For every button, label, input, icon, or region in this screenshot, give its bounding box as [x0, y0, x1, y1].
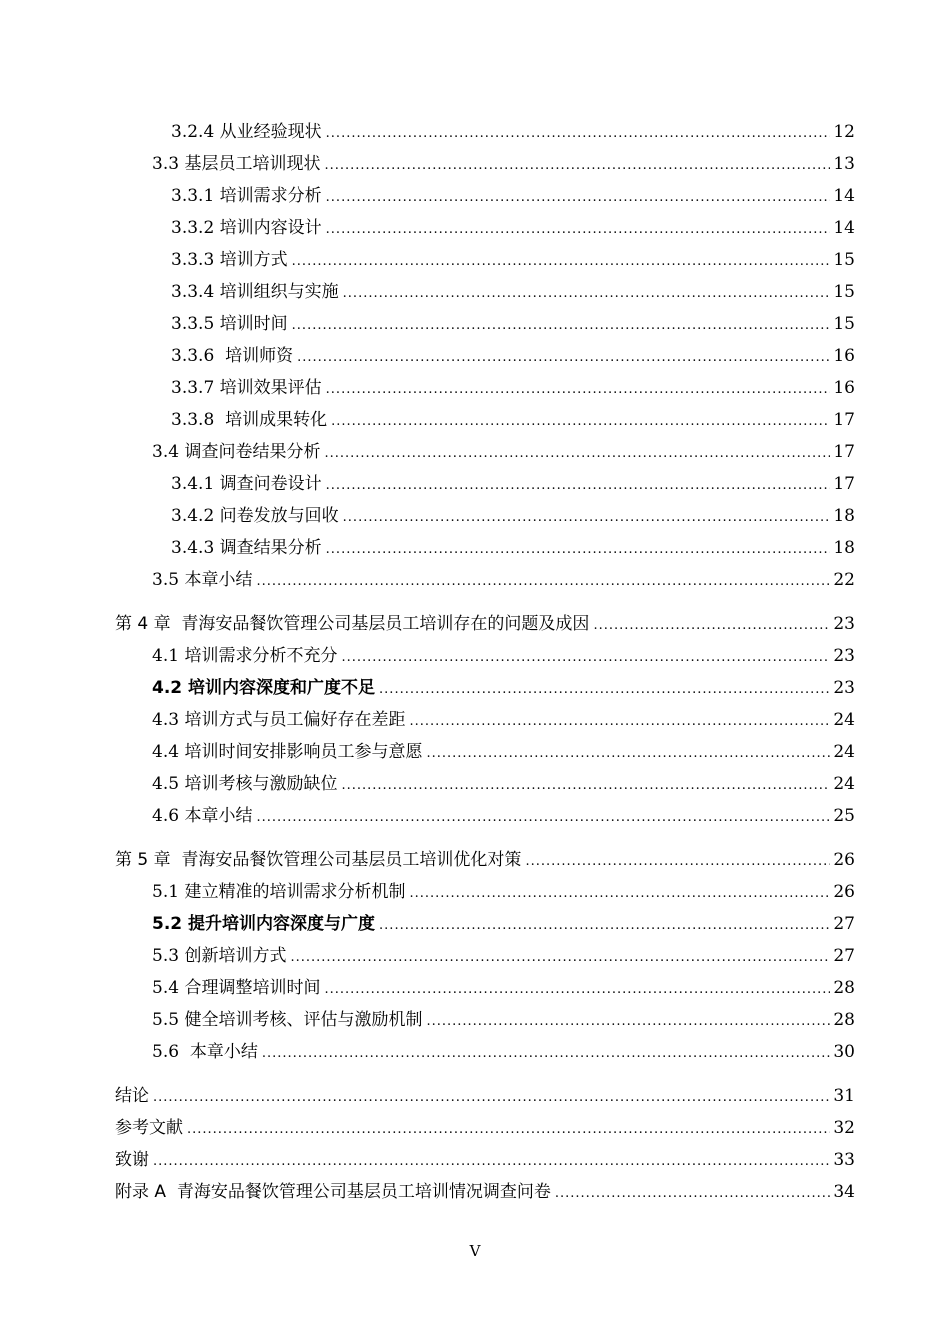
toc-entry[interactable] — [115, 846, 855, 874]
toc-entry[interactable] — [171, 470, 855, 498]
toc-leader-dots — [525, 848, 830, 876]
toc-entry[interactable] — [171, 406, 855, 434]
toc-entry-title: 附录 A 青海安品餐饮管理公司基层员工培训情况调查问卷 — [115, 1182, 551, 1202]
toc-entry[interactable] — [152, 878, 855, 906]
toc-entry-title: 3.3 基层员工培训现状 — [152, 154, 321, 174]
toc-entry[interactable] — [115, 1178, 855, 1206]
toc-entry[interactable] — [152, 642, 855, 670]
toc-leader-dots — [262, 1040, 831, 1068]
toc-entry-title: 3.2.4 从业经验现状 — [171, 122, 322, 142]
toc-leader-dots — [555, 1180, 831, 1208]
toc-leader-dots — [292, 248, 831, 276]
toc-entry-page-number: 27 — [833, 946, 855, 966]
toc-entry-page-number: 23 — [833, 646, 855, 666]
toc-entry-page-number: 33 — [833, 1150, 855, 1170]
toc-leader-dots — [290, 944, 830, 972]
toc-leader-dots — [326, 184, 831, 212]
toc-entry-page-number: 28 — [833, 978, 855, 998]
toc-entry-title: 4.6 本章小结 — [152, 806, 253, 826]
toc-entry-page-number: 23 — [833, 614, 855, 634]
toc-entry[interactable] — [152, 738, 855, 766]
toc-entry[interactable] — [152, 1006, 855, 1034]
toc-entry-page-number: 23 — [833, 678, 855, 698]
toc-entry-title: 5.1 建立精准的培训需求分析机制 — [152, 882, 406, 902]
toc-entry-page-number: 13 — [833, 154, 855, 174]
toc-entry[interactable] — [152, 1038, 855, 1066]
toc-entry-page-number: 15 — [833, 250, 855, 270]
toc-entry-page-number: 31 — [833, 1086, 855, 1106]
toc-entry-page-number: 14 — [833, 186, 855, 206]
toc-entry-page-number: 18 — [833, 538, 855, 558]
toc-entry-page-number: 16 — [833, 378, 855, 398]
toc-entry-title: 3.3.6 培训师资 — [171, 346, 294, 366]
toc-entry-title: 4.2 培训内容深度和广度不足 — [152, 678, 376, 698]
toc-entry[interactable] — [171, 534, 855, 562]
toc-entry-page-number: 34 — [833, 1182, 855, 1202]
toc-leader-dots — [324, 976, 830, 1004]
toc-entry[interactable] — [171, 118, 855, 146]
toc-entry-page-number: 17 — [833, 410, 855, 430]
toc-entry-page-number: 17 — [833, 474, 855, 494]
toc-entry-page-number: 14 — [833, 218, 855, 238]
toc-entry[interactable] — [171, 374, 855, 402]
toc-entry[interactable] — [171, 278, 855, 306]
toc-entry-page-number: 26 — [833, 882, 855, 902]
toc-leader-dots — [153, 1084, 830, 1112]
toc-entry[interactable] — [115, 610, 855, 638]
toc-leader-dots — [324, 152, 830, 180]
toc-entry-title: 结论 — [115, 1086, 149, 1106]
toc-leader-dots — [326, 472, 831, 500]
toc-entry-title: 3.3.3 培训方式 — [171, 250, 288, 270]
toc-leader-dots — [292, 312, 831, 340]
toc-entry[interactable] — [171, 246, 855, 274]
toc-leader-dots — [341, 644, 830, 672]
toc-entry-title: 3.4.2 问卷发放与回收 — [171, 506, 339, 526]
toc-entry-title: 3.3.1 培训需求分析 — [171, 186, 322, 206]
toc-entry-page-number: 18 — [833, 506, 855, 526]
toc-entry[interactable] — [152, 910, 855, 938]
toc-entry-page-number: 27 — [833, 914, 855, 934]
toc-entry-title: 3.3.2 培训内容设计 — [171, 218, 322, 238]
toc-leader-dots — [153, 1148, 830, 1176]
toc-entry[interactable] — [152, 566, 855, 594]
toc-entry-title: 3.3.7 培训效果评估 — [171, 378, 322, 398]
toc-entry-page-number: 15 — [833, 314, 855, 334]
toc-entry[interactable] — [171, 310, 855, 338]
toc-entry-page-number: 24 — [833, 742, 855, 762]
toc-entry-title: 3.3.8 培训成果转化 — [171, 410, 328, 430]
toc-entry-title: 3.5 本章小结 — [152, 570, 253, 590]
toc-entry-title: 3.3.5 培训时间 — [171, 314, 288, 334]
toc-leader-dots — [326, 376, 831, 404]
toc-entry-title: 第 4 章 青海安品餐饮管理公司基层员工培训存在的问题及成因 — [115, 614, 590, 634]
page-number: V — [469, 1242, 481, 1260]
toc-entry-page-number: 17 — [833, 442, 855, 462]
toc-entry-page-number: 32 — [833, 1118, 855, 1138]
toc-leader-dots — [409, 708, 830, 736]
toc-entry[interactable] — [152, 706, 855, 734]
toc-entry[interactable] — [152, 150, 855, 178]
toc-entry-page-number: 12 — [833, 122, 855, 142]
toc-entry-title: 3.4.1 调查问卷设计 — [171, 474, 322, 494]
toc-entry-page-number: 15 — [833, 282, 855, 302]
toc-entry-title: 5.5 健全培训考核、评估与激励机制 — [152, 1010, 423, 1030]
toc-entry-page-number: 26 — [833, 850, 855, 870]
toc-leader-dots — [426, 1008, 830, 1036]
toc-entry-page-number: 22 — [833, 570, 855, 590]
toc-entry[interactable] — [115, 1082, 855, 1110]
toc-leader-dots — [331, 408, 830, 436]
toc-entry-title: 3.4.3 调查结果分析 — [171, 538, 322, 558]
toc-leader-dots — [379, 912, 830, 940]
toc-entry[interactable] — [152, 802, 855, 830]
toc-entry-page-number: 30 — [833, 1042, 855, 1062]
toc-entry-page-number: 16 — [833, 346, 855, 366]
toc-entry[interactable] — [152, 974, 855, 1002]
toc-entry[interactable] — [115, 1114, 855, 1142]
toc-leader-dots — [326, 536, 831, 564]
toc-entry[interactable] — [171, 342, 855, 370]
toc-entry-page-number: 24 — [833, 710, 855, 730]
toc-entry-title: 4.5 培训考核与激励缺位 — [152, 774, 338, 794]
toc-entry-title: 5.6 本章小结 — [152, 1042, 258, 1062]
toc-entry-title: 3.4 调查问卷结果分析 — [152, 442, 321, 462]
toc-entry-title: 4.4 培训时间安排影响员工参与意愿 — [152, 742, 423, 762]
toc-leader-dots — [187, 1116, 830, 1144]
toc-leader-dots — [426, 740, 830, 768]
toc-leader-dots — [256, 804, 830, 832]
toc-entry[interactable] — [152, 674, 855, 702]
toc-entry-title: 5.2 提升培训内容深度与广度 — [152, 914, 376, 934]
toc-entry-title: 3.3.4 培训组织与实施 — [171, 282, 339, 302]
toc-entry-title: 参考文献 — [115, 1118, 183, 1138]
toc-entry-title: 第 5 章 青海安品餐饮管理公司基层员工培训优化对策 — [115, 850, 522, 870]
toc-entry[interactable] — [152, 770, 855, 798]
toc-entry-title: 5.3 创新培训方式 — [152, 946, 287, 966]
toc-entry[interactable] — [171, 214, 855, 242]
toc-entry-page-number: 28 — [833, 1010, 855, 1030]
toc-leader-dots — [409, 880, 830, 908]
toc-entry[interactable] — [171, 182, 855, 210]
toc-leader-dots — [379, 676, 830, 704]
toc-entry-title: 4.3 培训方式与员工偏好存在差距 — [152, 710, 406, 730]
toc-leader-dots — [326, 216, 831, 244]
toc-leader-dots — [256, 568, 830, 596]
toc-leader-dots — [297, 344, 830, 372]
toc-entry-title: 5.4 合理调整培训时间 — [152, 978, 321, 998]
toc-entry-page-number: 25 — [833, 806, 855, 826]
toc-leader-dots — [324, 440, 830, 468]
toc-leader-dots — [343, 280, 831, 308]
toc-leader-dots — [593, 612, 830, 640]
toc-entry[interactable] — [152, 438, 855, 466]
toc-entry-title: 4.1 培训需求分析不充分 — [152, 646, 338, 666]
toc-entry-title: 致谢 — [115, 1150, 149, 1170]
toc-leader-dots — [343, 504, 831, 532]
toc-entry[interactable] — [171, 502, 855, 530]
toc-leader-dots — [326, 120, 831, 148]
toc-entry[interactable] — [115, 1146, 855, 1174]
toc-leader-dots — [341, 772, 830, 800]
toc-entry[interactable] — [152, 942, 855, 970]
toc-entry-page-number: 24 — [833, 774, 855, 794]
